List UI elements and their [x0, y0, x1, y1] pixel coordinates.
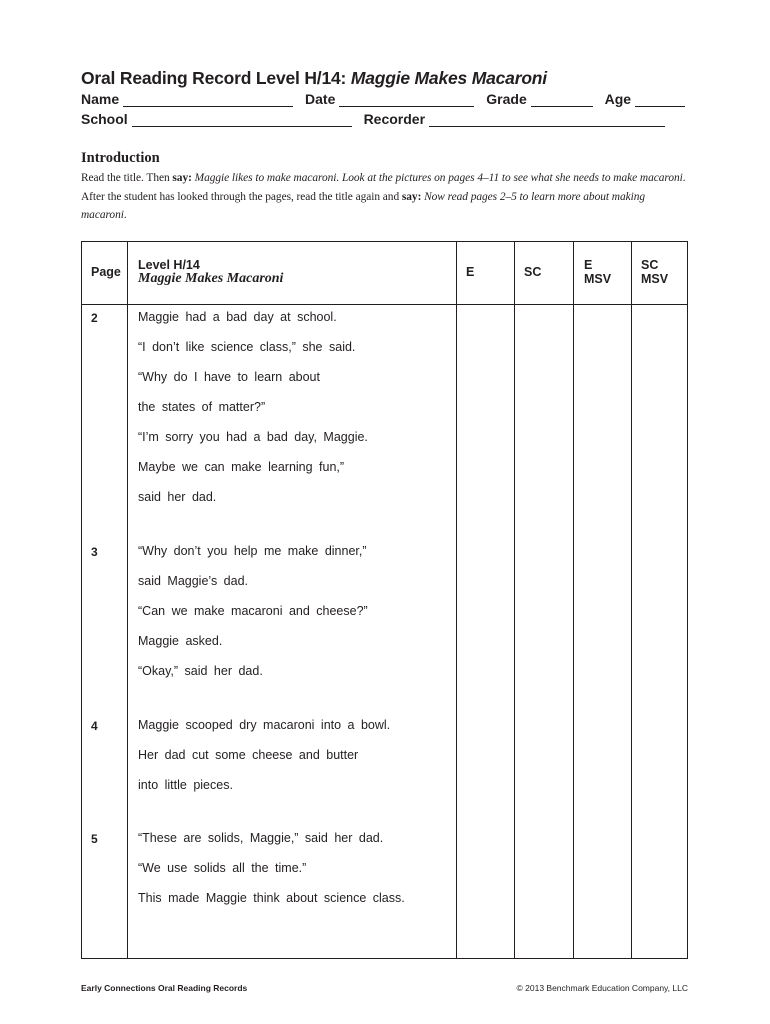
- text-line: “Can we make macaroni and cheese?”: [138, 604, 368, 618]
- title-prefix: Oral Reading Record Level H/14:: [81, 68, 347, 88]
- text-line: “We use solids all the time.”: [138, 861, 307, 875]
- name-field[interactable]: [81, 91, 293, 107]
- header-page: Page: [91, 265, 121, 279]
- text-line: said Maggie’s dad.: [138, 574, 249, 588]
- text-line: “These are solids, Maggie,” said her dad.: [138, 831, 384, 845]
- date-label: Date: [305, 91, 336, 107]
- header-book-title: Maggie Makes Macaroni: [138, 271, 284, 286]
- grade-label: Grade: [486, 91, 527, 107]
- col-divider-sc: [573, 241, 574, 959]
- text-line: “I’m sorry you had a bad day, Maggie.: [138, 430, 368, 444]
- footer-series: Early Connections Oral Reading Records: [81, 983, 248, 993]
- header-divider: [81, 304, 688, 305]
- text-line: into little pieces.: [138, 778, 233, 792]
- text-line: “Okay,” said her dad.: [138, 664, 263, 678]
- intro-text-2: . After the student has looked through the pages, read the title again and: [81, 172, 686, 203]
- text-line: Maybe we can make learning fun,”: [138, 460, 345, 474]
- text-line: Maggie asked.: [138, 634, 223, 648]
- text-line: Her dad cut some cheese and butter: [138, 748, 359, 762]
- grade-blank[interactable]: [531, 94, 593, 107]
- page-title: [81, 68, 547, 89]
- name-blank[interactable]: [123, 94, 293, 107]
- text-line: This made Maggie think about science class.: [138, 891, 405, 905]
- age-blank[interactable]: [635, 94, 685, 107]
- col-divider-emsv: [631, 241, 632, 959]
- col-divider-text: [456, 241, 457, 959]
- footer-copyright: © 2013 Benchmark Education Company, LLC: [516, 983, 688, 993]
- text-line: the states of matter?”: [138, 400, 266, 414]
- student-fields-row: [81, 91, 693, 107]
- intro-text-3: .: [123, 209, 127, 221]
- text-line: “Why do I have to learn about: [138, 370, 320, 384]
- col-divider-e: [514, 241, 515, 959]
- header-e-msv-line1: E: [584, 258, 593, 272]
- reading-record-table: [81, 241, 688, 959]
- school-label: School: [81, 111, 128, 127]
- text-line: Maggie had a bad day at school.: [138, 310, 337, 324]
- header-e-msv: [584, 258, 611, 286]
- page-number: 5: [91, 832, 98, 846]
- intro-quote-2: Now read pages 2–5 to learn more about making macaroni: [81, 190, 646, 221]
- date-blank[interactable]: [339, 94, 474, 107]
- recorder-blank[interactable]: [429, 114, 665, 127]
- text-line: “I don’t like science class,” she said.: [138, 340, 356, 354]
- col-border-right: [687, 241, 688, 959]
- recorder-field[interactable]: [364, 111, 665, 127]
- page-number: 3: [91, 545, 98, 559]
- table-border-top: [81, 241, 688, 242]
- intro-quote-1: Maggie likes to make macaroni. Look at the pictures on pages 4–11 to see what she needs to make macaroni: [191, 172, 683, 184]
- header-level: Level H/14: [138, 258, 200, 272]
- text-line: said her dad.: [138, 490, 217, 504]
- header-e-msv-line2: MSV: [584, 272, 612, 286]
- header-e: E: [466, 265, 475, 279]
- header-level-cell: [138, 258, 283, 286]
- introduction-text: [81, 169, 693, 225]
- age-field[interactable]: [605, 91, 685, 107]
- col-border-left: [81, 241, 82, 959]
- intro-text-1: Read the title. Then: [81, 172, 173, 184]
- recorder-label: Recorder: [363, 111, 426, 127]
- date-field[interactable]: [305, 91, 474, 107]
- text-line: “Why don’t you help me make dinner,”: [138, 544, 367, 558]
- page-number: 2: [91, 311, 98, 325]
- col-divider-page: [127, 241, 128, 959]
- staff-fields-row: [81, 111, 673, 127]
- page-number: 4: [91, 719, 98, 733]
- intro-say-2: say:: [401, 190, 422, 203]
- grade-field[interactable]: [486, 91, 592, 107]
- school-field[interactable]: [81, 111, 352, 127]
- title-book: Maggie Makes Macaroni: [350, 68, 547, 88]
- header-sc-msv: [641, 258, 668, 286]
- header-sc-msv-line2: MSV: [641, 272, 669, 286]
- intro-say-1: say:: [172, 172, 192, 184]
- header-sc: SC: [524, 265, 542, 279]
- name-label: Name: [81, 91, 120, 107]
- school-blank[interactable]: [132, 114, 352, 127]
- header-sc-msv-line1: SC: [641, 258, 659, 272]
- age-label: Age: [604, 91, 632, 107]
- text-line: Maggie scooped dry macaroni into a bowl.: [138, 718, 391, 732]
- table-border-bottom: [81, 958, 688, 959]
- introduction-heading: Introduction: [81, 150, 160, 166]
